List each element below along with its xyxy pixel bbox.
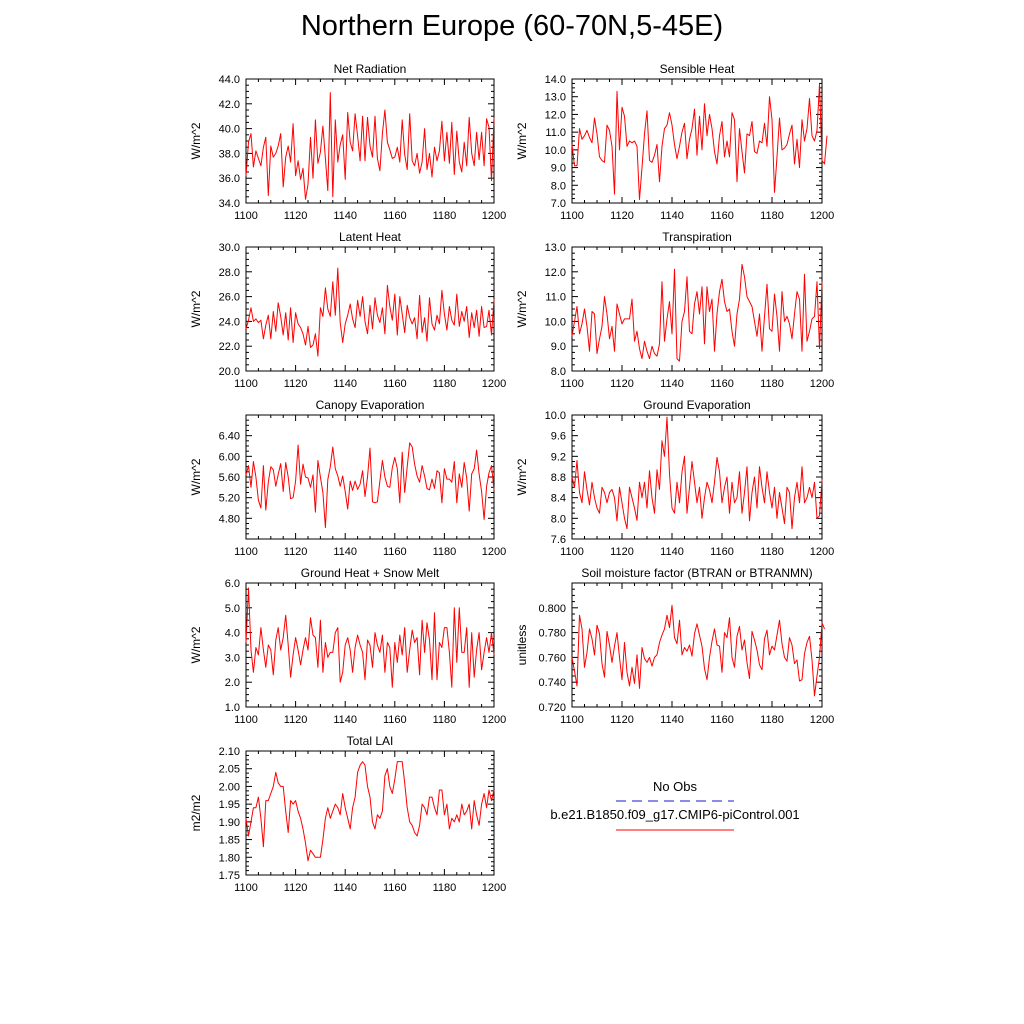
y-tick-label: 1.80 <box>218 852 240 865</box>
x-tick-label: 1140 <box>333 210 358 222</box>
x-tick-label: 1180 <box>760 546 784 558</box>
panel-1 <box>189 62 506 222</box>
x-tick-label: 1120 <box>283 714 308 726</box>
panel-6 <box>515 398 834 558</box>
x-tick-label: 1160 <box>710 714 734 726</box>
x-tick-label: 1160 <box>382 210 407 222</box>
x-tick-label: 1100 <box>234 210 258 222</box>
y-tick-label: 13.0 <box>544 91 566 104</box>
y-tick-label: 30.0 <box>218 242 240 254</box>
y-tick-label: 34.0 <box>218 198 240 210</box>
y-tick-label: 10.0 <box>544 410 566 422</box>
panel-title: Soil moisture factor (BTRAN or BTRANMN) <box>581 566 813 580</box>
y-axis-label: W/m^2 <box>515 290 529 328</box>
plot-frame <box>246 751 494 875</box>
y-axis-label: W/m^2 <box>189 290 203 328</box>
y-tick-label: 8.0 <box>550 180 566 193</box>
y-tick-label: 5.20 <box>218 492 240 505</box>
x-tick-label: 1200 <box>809 546 835 558</box>
panel-2 <box>515 62 834 222</box>
x-tick-label: 1180 <box>432 714 457 726</box>
x-tick-label: 1100 <box>560 546 584 558</box>
panel-9 <box>189 734 506 894</box>
x-tick-label: 1200 <box>481 714 507 726</box>
y-tick-label: 13.0 <box>544 242 566 254</box>
x-tick-label: 1160 <box>710 546 734 558</box>
panel-8 <box>515 566 834 726</box>
series-line <box>572 417 822 529</box>
panel-title: Net Radiation <box>333 62 407 76</box>
y-tick-label: 24.0 <box>218 316 240 329</box>
x-tick-label: 1200 <box>481 882 507 894</box>
x-tick-label: 1180 <box>432 546 457 558</box>
y-tick-label: 0.780 <box>538 627 566 640</box>
x-tick-label: 1120 <box>610 714 634 726</box>
x-tick-label: 1100 <box>560 210 584 222</box>
y-tick-label: 8.8 <box>550 472 566 484</box>
x-tick-label: 1180 <box>432 882 457 894</box>
panel-7 <box>189 566 506 726</box>
y-tick-label: 20.0 <box>218 366 240 378</box>
x-tick-label: 1180 <box>432 210 457 222</box>
x-tick-label: 1100 <box>234 546 258 558</box>
panel-title: Sensible Heat <box>659 62 735 76</box>
panels-group <box>189 62 834 894</box>
y-axis-label: m2/m2 <box>189 794 203 832</box>
y-axis-label: W/m^2 <box>189 458 203 496</box>
y-tick-label: 26.0 <box>218 291 240 304</box>
panel-title: Total LAI <box>346 734 394 748</box>
y-axis-label: W/m^2 <box>515 458 529 496</box>
x-tick-label: 1180 <box>432 378 457 390</box>
y-tick-label: 2.10 <box>218 746 240 758</box>
x-tick-label: 1120 <box>283 378 308 390</box>
panel-3 <box>189 230 506 390</box>
x-tick-label: 1120 <box>283 546 308 558</box>
y-tick-label: 5.60 <box>218 472 240 484</box>
panel-title: Transpiration <box>662 230 732 244</box>
y-tick-label: 36.0 <box>218 173 240 186</box>
panel-title: Latent Heat <box>338 230 402 244</box>
x-tick-label: 1140 <box>333 378 358 390</box>
x-tick-label: 1120 <box>610 546 634 558</box>
y-tick-label: 2.00 <box>218 781 240 794</box>
panel-title: Ground Evaporation <box>643 398 751 412</box>
x-tick-label: 1100 <box>234 378 258 390</box>
series-line <box>572 264 822 361</box>
x-tick-label: 1160 <box>382 546 407 558</box>
y-tick-label: 38.0 <box>218 148 240 161</box>
y-tick-label: 11.0 <box>545 291 566 304</box>
x-tick-label: 1140 <box>333 882 358 894</box>
x-tick-label: 1140 <box>660 714 684 726</box>
y-tick-label: 42.0 <box>218 98 240 111</box>
x-tick-label: 1140 <box>333 714 358 726</box>
x-tick-label: 1180 <box>760 378 784 390</box>
y-tick-label: 9.0 <box>550 162 566 175</box>
x-tick-label: 1100 <box>560 378 584 390</box>
y-tick-label: 1.0 <box>224 702 240 714</box>
x-tick-label: 1100 <box>234 882 258 894</box>
y-tick-label: 4.0 <box>224 627 240 640</box>
panel-5 <box>189 398 506 558</box>
y-tick-label: 0.720 <box>538 702 566 714</box>
y-axis-label: W/m^2 <box>189 626 203 664</box>
figure-title: Northern Europe (60-70N,5-45E) <box>300 10 724 42</box>
series-line <box>246 268 494 356</box>
y-tick-label: 2.05 <box>218 763 240 776</box>
y-tick-label: 1.95 <box>218 799 240 812</box>
y-tick-label: 12.0 <box>544 109 566 122</box>
plot-frame <box>572 79 822 203</box>
panel-title: Canopy Evaporation <box>315 398 425 412</box>
y-tick-label: 28.0 <box>218 266 240 279</box>
x-tick-label: 1180 <box>760 714 784 726</box>
x-tick-label: 1160 <box>382 714 407 726</box>
x-tick-label: 1200 <box>481 546 507 558</box>
x-tick-label: 1140 <box>660 546 684 558</box>
y-tick-label: 11.0 <box>545 127 566 140</box>
y-tick-label: 6.00 <box>218 451 240 464</box>
x-tick-label: 1180 <box>760 210 784 222</box>
y-tick-label: 10.0 <box>544 144 566 157</box>
legend-obs-label: No Obs <box>652 779 698 794</box>
panel-title: Ground Heat + Snow Melt <box>300 566 440 580</box>
x-tick-label: 1140 <box>660 210 684 222</box>
series-line <box>246 93 494 200</box>
y-tick-label: 1.75 <box>218 870 240 882</box>
x-tick-label: 1160 <box>710 210 734 222</box>
y-tick-label: 10.0 <box>544 316 566 329</box>
x-tick-label: 1200 <box>481 210 507 222</box>
series-line <box>572 84 827 199</box>
y-tick-label: 5.0 <box>224 602 240 615</box>
y-tick-label: 9.6 <box>550 430 566 443</box>
y-axis-label: unitless <box>515 624 529 666</box>
y-tick-label: 7.6 <box>550 534 566 546</box>
x-tick-label: 1120 <box>610 378 634 390</box>
x-tick-label: 1140 <box>333 546 358 558</box>
series-line <box>246 762 494 861</box>
x-tick-label: 1120 <box>283 882 308 894</box>
series-line <box>246 443 494 528</box>
series-line <box>246 588 494 687</box>
y-tick-label: 8.0 <box>550 366 566 378</box>
y-tick-label: 8.0 <box>550 513 566 526</box>
x-tick-label: 1160 <box>710 378 734 390</box>
y-tick-label: 1.85 <box>218 834 240 847</box>
plot-frame <box>246 415 494 539</box>
y-tick-label: 6.0 <box>224 578 240 590</box>
y-tick-label: 0.740 <box>538 677 566 690</box>
series-line <box>572 605 825 696</box>
y-tick-label: 4.80 <box>218 513 240 526</box>
legend-model-label: b.e21.B1850.f09_g17.CMIP6-piControl.001 <box>550 807 800 822</box>
y-tick-label: 9.0 <box>550 341 566 354</box>
y-tick-label: 0.800 <box>538 602 566 615</box>
x-tick-label: 1200 <box>809 210 835 222</box>
y-tick-label: 22.0 <box>218 341 240 354</box>
y-tick-label: 6.40 <box>218 430 240 443</box>
y-tick-label: 8.4 <box>550 492 566 505</box>
y-tick-label: 7.0 <box>550 198 566 210</box>
panel-4 <box>515 230 834 390</box>
x-tick-label: 1100 <box>234 714 258 726</box>
y-tick-label: 2.0 <box>224 677 240 690</box>
x-tick-label: 1100 <box>560 714 584 726</box>
x-tick-label: 1160 <box>382 378 407 390</box>
y-axis-label: W/m^2 <box>515 122 529 160</box>
y-tick-label: 44.0 <box>218 74 240 86</box>
y-axis-label: W/m^2 <box>189 122 203 160</box>
x-tick-label: 1200 <box>809 714 835 726</box>
y-tick-label: 12.0 <box>544 266 566 279</box>
x-tick-label: 1200 <box>481 378 507 390</box>
y-tick-label: 9.2 <box>550 451 566 464</box>
y-tick-label: 1.90 <box>218 816 240 829</box>
x-tick-label: 1120 <box>283 210 308 222</box>
y-tick-label: 14.0 <box>544 74 566 86</box>
x-tick-label: 1160 <box>382 882 407 894</box>
plot-frame <box>572 247 822 371</box>
y-tick-label: 3.0 <box>224 652 240 665</box>
x-tick-label: 1120 <box>610 210 634 222</box>
x-tick-label: 1140 <box>660 378 684 390</box>
y-tick-label: 0.760 <box>538 652 566 665</box>
x-tick-label: 1200 <box>809 378 835 390</box>
y-tick-label: 40.0 <box>218 123 240 136</box>
